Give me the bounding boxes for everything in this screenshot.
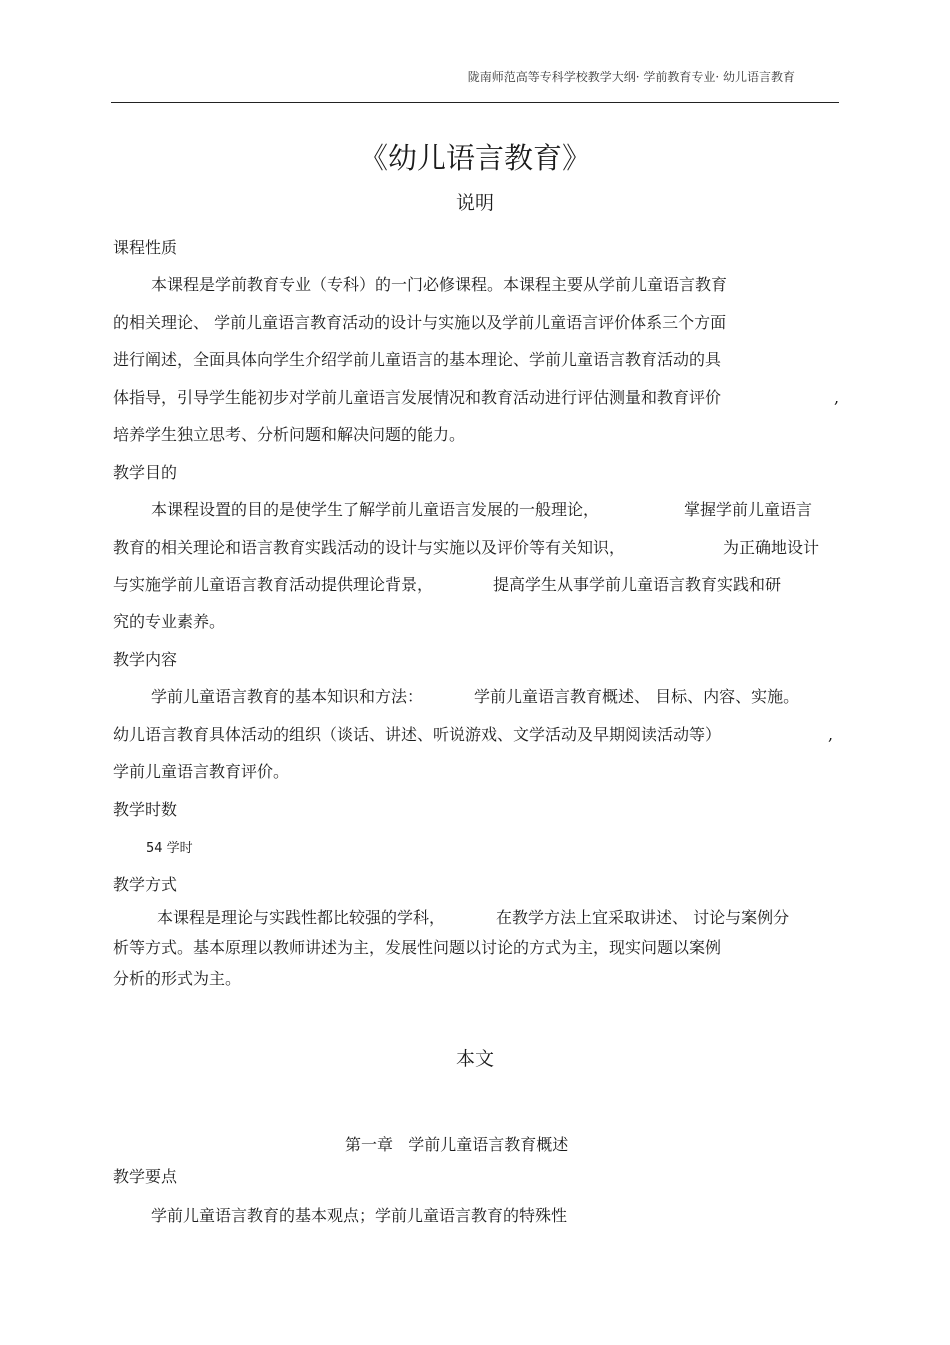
paragraph-line: 幼儿语言教育具体活动的组织（谈话、讲述、听说游戏、文学活动及早期阅读活动等） (113, 725, 722, 744)
teaching-hours-value: 54 学时 (146, 841, 193, 856)
document-title: 《幼儿语言教育》 (358, 141, 591, 175)
paragraph-line: 学前儿童语言教育的基本观点；学前儿童语言教育的特殊性 (151, 1206, 568, 1225)
section-heading-teaching-method: 教学方式 (113, 875, 178, 894)
section-heading-teaching-points: 教学要点 (113, 1167, 178, 1186)
paragraph-line: 体指导，引导学生能初步对学前儿童语言发展情况和教育活动进行评估测量和教育评价 (113, 388, 722, 407)
paragraph-line: 学前儿童语言教育概述、 目标、内容、实施。 (474, 687, 800, 706)
paragraph-line-comma: , (828, 725, 834, 744)
paragraph-line: 掌握学前儿童语言 (684, 500, 813, 519)
body-heading: 本文 (455, 1048, 494, 1070)
section-heading-teaching-purpose: 教学目的 (113, 463, 178, 482)
intro-heading: 说明 (455, 192, 494, 214)
paragraph-line: 为正确地设计 (723, 538, 820, 557)
paragraph-line: 进行阐述，全面具体向学生介绍学前儿童语言的基本理论、学前儿童语言教育活动的具 (113, 350, 722, 369)
paragraph-line-comma: , (834, 388, 840, 407)
header-rule (111, 102, 839, 103)
paragraph-line: 本课程是理论与实践性都比较强的学科， (157, 908, 446, 927)
paragraph-line: 培养学生独立思考、分析问题和解决问题的能力。 (113, 425, 466, 444)
section-heading-teaching-hours: 教学时数 (113, 800, 178, 819)
paragraph-line: 本课程是学前教育专业（专科）的一门必修课程。本课程主要从学前儿童语言教育 (151, 275, 728, 294)
section-heading-course-nature: 课程性质 (113, 238, 178, 257)
paragraph-line: 析等方式。基本原理以教师讲述为主，发展性问题以讨论的方式为主，现实问题以案例 (113, 938, 722, 957)
paragraph-line: 提高学生从事学前儿童语言教育实践和研 (493, 575, 782, 594)
paragraph-line: 分析的形式为主。 (113, 969, 242, 988)
paragraph-line: 学前儿童语言教育的基本知识和方法： (151, 687, 424, 706)
paragraph-line: 学前儿童语言教育评价。 (113, 762, 290, 781)
paragraph-line: 在教学方法上宜采取讲述、 讨论与案例分 (496, 908, 790, 927)
paragraph-line: 究的专业素养。 (113, 612, 226, 631)
section-heading-teaching-content: 教学内容 (113, 650, 178, 669)
paragraph-line: 本课程设置的目的是使学生了解学前儿童语言发展的一般理论， (151, 500, 600, 519)
paragraph-line: 教育的相关理论和语言教育实践活动的设计与实施以及评价等有关知识， (113, 538, 626, 557)
chapter-title: 第一章 学前儿童语言教育概述 (345, 1135, 569, 1154)
paragraph-line: 与实施学前儿童语言教育活动提供理论背景， (113, 575, 434, 594)
paragraph-line: 的相关理论、 学前儿童语言教育活动的设计与实施以及学前儿童语言评价体系三个方面 (113, 313, 727, 332)
running-header: 陇南师范高等专科学校教学大纲· 学前教育专业· 幼儿语言教育 (467, 70, 795, 84)
